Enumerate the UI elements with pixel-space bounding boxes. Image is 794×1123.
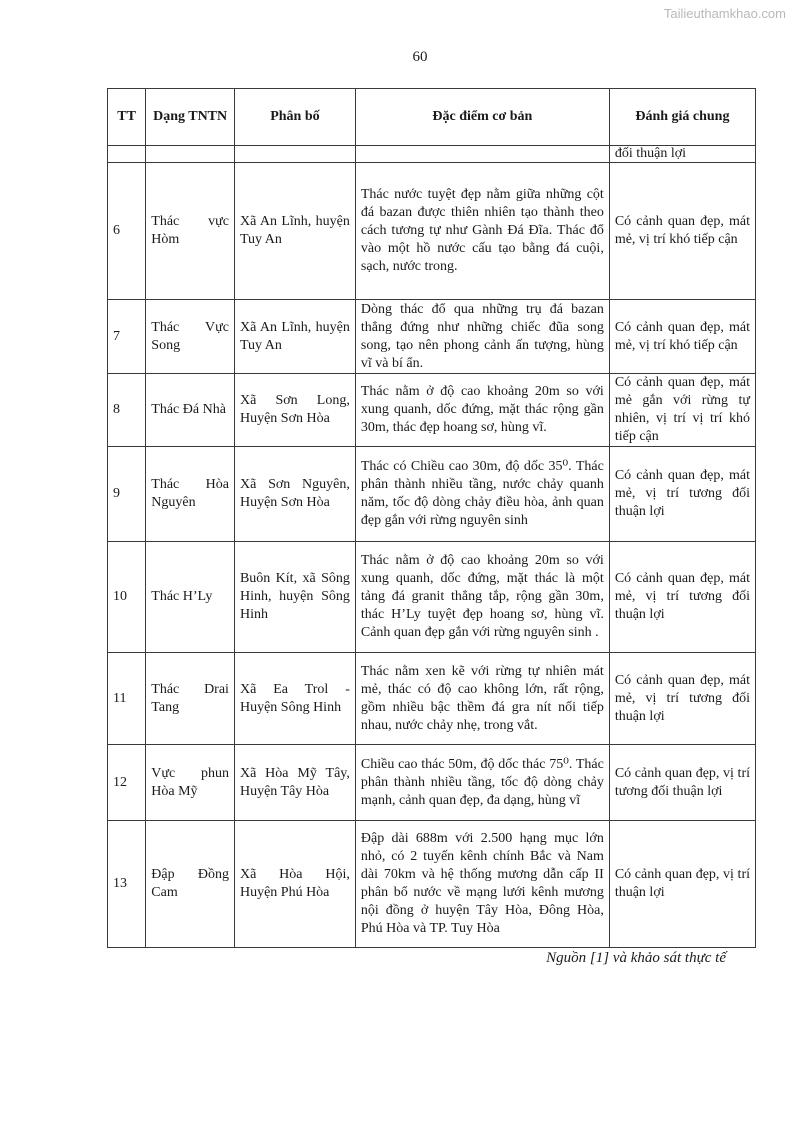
row-tt: 12 [108,745,146,821]
table-row [108,300,756,374]
row-evaluation: Có cảnh quan đẹp, mát mẻ gắn với rừng tự nhiên, vị trí vị trí khó tiếp cận [609,374,755,447]
header-type: Dạng TNTN [146,89,235,146]
row-features: Chiều cao thác 50m, độ dốc thác 75⁰. Thác phân thành nhiều tầng, tốc độ dòng chảy mạnh, cảnh quan đẹp, đa dạng, hùng vĩ [355,745,609,821]
row-location: Xã Hòa Mỹ Tây, Huyện Tây Hòa [234,745,355,821]
row-location: Xã Ea Trol - Huyện Sông Hinh [234,653,355,745]
resource-table [107,88,756,948]
row-evaluation: Có cảnh quan đẹp, mát mẻ, vị trí tương đối thuận lợi [609,447,755,542]
table-row [108,542,756,653]
row-type: Thác Hòa Nguyên [146,447,235,542]
row-features: Đập dài 688m với 2.500 hạng mục lớn nhỏ, có 2 tuyến kênh chính Bắc và Nam dài 70km và hệ thống mương dẫn cấp II phân bổ nước về mạng lưới kênh mương nội đồng ở huyện Tây Hòa, Đông Hòa, Phú Hòa và TP. Tuy Hòa [355,821,609,948]
row-evaluation: Có cảnh quan đẹp, vị trí tương đối thuận lợi [609,745,755,821]
row-location: Xã Sơn Nguyên, Huyện Sơn Hòa [234,447,355,542]
header-features: Đặc điểm cơ bản [355,89,609,146]
table-row [108,374,756,447]
row-features: Thác có Chiều cao 30m, độ dốc 35⁰. Thác phân thành nhiều tầng, nước chảy quanh năm, tốc độ dòng chảy điều hòa, ảnh quan đẹp gắn với rừng nguyên sinh [355,447,609,542]
row-features: Thác nằm ở độ cao khoảng 20m so với xung quanh, dốc đứng, mặt thác là một tảng đá granit thẳng tắp, rộng gần 30m, thác H’Ly tuyệt đẹp hoang sơ, hùng vĩ. Cảnh quan đẹp gắn với rừng nguyên sinh . [355,542,609,653]
row-type: Thác Drai Tang [146,653,235,745]
header-evaluation: Đánh giá chung [609,89,755,146]
row-tt: 13 [108,821,146,948]
table-header-row [108,89,756,146]
row-location: Xã An Lĩnh, huyện Tuy An [234,300,355,374]
row-type: Thác vực Hòm [146,163,235,300]
row-evaluation: Có cảnh quan đẹp, mát mẻ, vị trí khó tiếp cận [609,300,755,374]
row-features: Thác nước tuyệt đẹp nằm giữa những cột đá bazan được thiên nhiên tạo thành theo cách tương tự như Gành Đá Đĩa. Thác đổ vào một hồ nước cấu tạo bằng đá cuội, sạch, nước trong. [355,163,609,300]
continuation-evaluation: đối thuận lợi [609,146,755,163]
row-tt: 10 [108,542,146,653]
table-row [108,447,756,542]
table-row [108,821,756,948]
row-location: Xã An Lĩnh, huyện Tuy An [234,163,355,300]
header-location: Phân bố [234,89,355,146]
row-location: Xã Hòa Hội, Huyện Phú Hòa [234,821,355,948]
row-evaluation: Có cảnh quan đẹp, mát mẻ, vị trí tương đối thuận lợi [609,653,755,745]
row-evaluation: Có cảnh quan đẹp, mát mẻ, vị trí khó tiếp cận [609,163,755,300]
row-features: Thác nằm xen kẽ với rừng tự nhiên mát mẻ, thác có độ cao không lớn, rất rộng, gồm nhiều bậc thềm đá gra nít nối tiếp nhau, nước chảy nhẹ, trong vắt. [355,653,609,745]
row-type: Vực phun Hòa Mỹ [146,745,235,821]
row-tt: 11 [108,653,146,745]
row-type: Đập Đồng Cam [146,821,235,948]
row-type: Thác Vực Song [146,300,235,374]
row-tt: 8 [108,374,146,447]
table-row [108,653,756,745]
table-row [108,163,756,300]
continuation-row [108,146,756,163]
table-row [108,745,756,821]
row-type: Thác H’Ly [146,542,235,653]
row-type: Thác Đá Nhà [146,374,235,447]
source-note: Nguồn [1] và khảo sát thực tế [546,950,726,966]
watermark: Tailieuthamkhao.com [663,6,786,21]
row-features: Thác nằm ở độ cao khoảng 20m so với xung quanh, dốc đứng, mặt thác rộng gần 30m, thác đẹp hoang sơ, hùng vĩ. [355,374,609,447]
row-location: Xã Sơn Long, Huyện Sơn Hòa [234,374,355,447]
header-tt: TT [108,89,146,146]
row-features: Dòng thác đổ qua những trụ đá bazan thẳng đứng như những chiếc đũa song song, tạo nên phong cảnh ấn tượng, hùng vĩ và bí ẩn. [355,300,609,374]
row-tt: 7 [108,300,146,374]
row-tt: 6 [108,163,146,300]
row-evaluation: Có cảnh quan đẹp, vị trí thuận lợi [609,821,755,948]
row-location: Buôn Kít, xã Sông Hinh, huyện Sông Hinh [234,542,355,653]
page-number: 60 [412,49,428,65]
row-evaluation: Có cảnh quan đẹp, mát mẻ, vị trí tương đối thuận lợi [609,542,755,653]
row-tt: 9 [108,447,146,542]
